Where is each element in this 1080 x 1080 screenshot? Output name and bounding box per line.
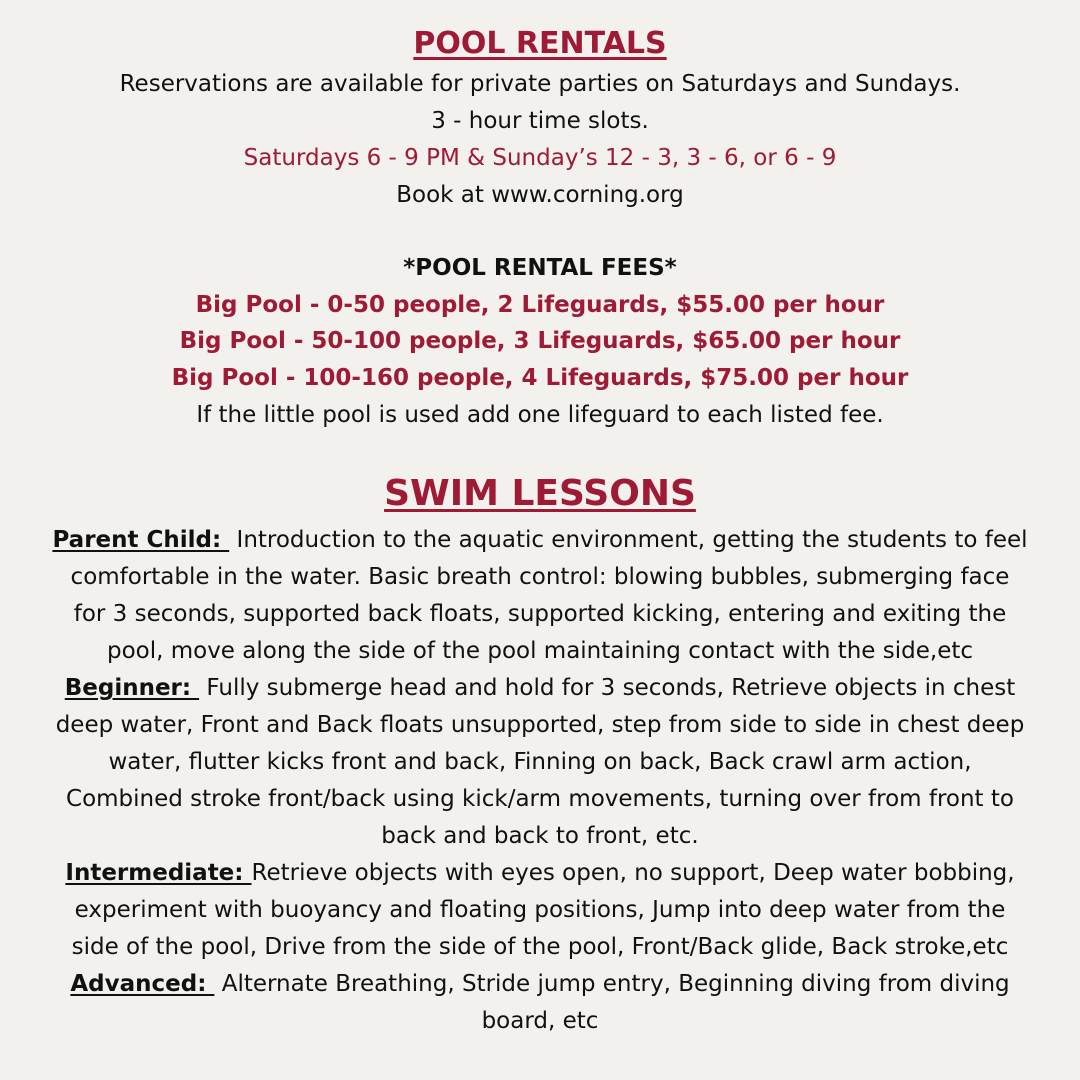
lesson-term: Parent Child: — [52, 527, 230, 553]
rental-times-text: Saturdays 6 - 9 PM & Sunday’s 12 - 3, 3 - 6, or 6 - 9 — [243, 145, 837, 171]
fees-heading: *POOL RENTAL FEES* — [403, 255, 677, 281]
lesson-text: deep water, Front and Back floats unsupported, step from side to side in chest deep — [55, 712, 1025, 738]
lesson-text: side of the pool, Drive from the side of the pool, Front/Back glide, Back stroke,etc — [71, 934, 1009, 960]
booking-text: Book at www.corning.org — [396, 182, 684, 208]
lesson-advanced — [0, 966, 1080, 1003]
lesson-text: water, flutter kicks front and back, Finning on back, Back crawl arm action, — [108, 749, 972, 775]
lesson-text: for 3 seconds, supported back floats, supported kicking, entering and exiting the — [73, 601, 1007, 627]
lesson-text: Retrieve objects with eyes open, no support, Deep water bobbing, — [251, 860, 1015, 886]
lesson-text: Alternate Breathing, Stride jump entry, Beginning diving from diving — [214, 971, 1010, 997]
pool-rentals-heading: POOL RENTALS — [413, 26, 667, 61]
lesson-term: Beginner: — [64, 675, 200, 701]
lesson-intermediate — [0, 855, 1080, 892]
lesson-text: back and back to front, etc. — [381, 823, 699, 849]
lesson-text: comfortable in the water. Basic breath control: blowing bubbles, submerging face — [70, 564, 1010, 590]
little-pool-note: If the little pool is used add one lifeguard to each listed fee. — [196, 402, 884, 428]
lesson-text: Fully submerge head and hold for 3 seconds, Retrieve objects in chest — [199, 675, 1016, 701]
lesson-parent-child — [0, 522, 1080, 559]
lesson-term: Intermediate: — [65, 860, 252, 886]
lesson-beginner — [0, 670, 1080, 707]
reservations-text: Reservations are available for private parties on Saturdays and Sundays. — [119, 71, 961, 97]
lesson-text: experiment with buoyancy and floating positions, Jump into deep water from the — [74, 897, 1006, 923]
lessons-list — [0, 522, 1080, 1040]
lesson-text: board, etc — [481, 1008, 599, 1034]
lesson-text: Combined stroke front/back using kick/arm movements, turning over from front to — [66, 786, 1014, 812]
swim-lessons-heading: SWIM LESSONS — [384, 473, 696, 514]
fee-line-1: Big Pool - 0-50 people, 2 Lifeguards, $55.00 per hour — [195, 292, 885, 318]
lesson-term: Advanced: — [70, 971, 215, 997]
time-slots-text: 3 - hour time slots. — [431, 108, 649, 134]
fee-line-2: Big Pool - 50-100 people, 3 Lifeguards, $65.00 per hour — [179, 328, 901, 354]
fee-line-3: Big Pool - 100-160 people, 4 Lifeguards, $75.00 per hour — [171, 365, 909, 391]
lesson-text: pool, move along the side of the pool maintaining contact with the side,etc — [106, 638, 974, 664]
lesson-text: Introduction to the aquatic environment, getting the students to feel — [229, 527, 1028, 553]
